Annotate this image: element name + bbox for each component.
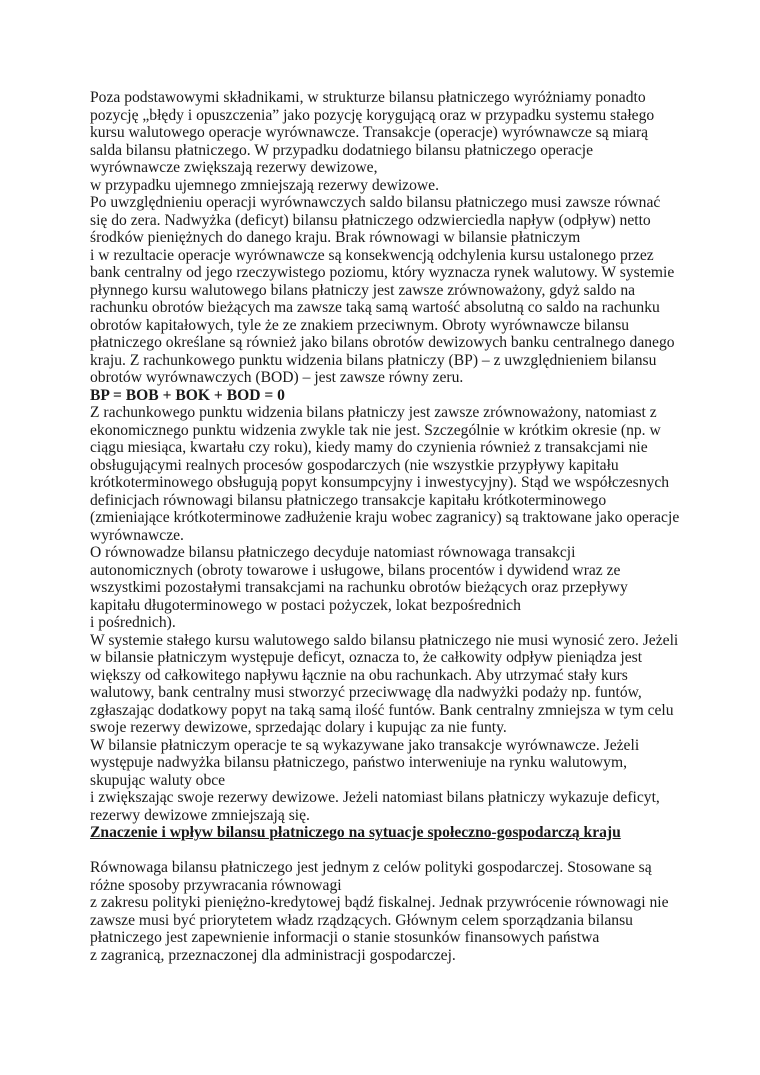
text-line: ekonomicznego punktu widzenia zwykle tak nie jest. Szczególnie w krótkim okresie (np. w (90, 421, 661, 439)
text-line: obrotów kapitałowych, tyle że ze znakiem przeciwnym. Obroty wyrównawcze bilansu (90, 316, 630, 334)
text-line: rachunku obrotów bieżących ma zawsze taką samą wartość absolutną co saldo na rachunku (90, 299, 660, 316)
text-line: definicjach równowagi bilansu płatniczego transakcje kapitału krótkoterminowego (90, 491, 607, 509)
text-line: i w rezultacie operacje wyrównawcze są konsekwencją odchylenia kursu ustalonego przez (90, 246, 654, 264)
text-line: zawsze musi być priorytetem władz rządzących. Głównym celem sporządzania bilansu (90, 911, 633, 929)
text-line: i zwiększając swoje rezerwy dewizowe. Jeżeli natomiast bilans płatniczy wykazuje deficyt, (90, 789, 660, 806)
text-line: kraju. Z rachunkowego punktu widzenia bilans płatniczy (BP) – z uwzględnieniem bilansu (90, 351, 657, 369)
text-line: autonomicznych (obroty towarowe i usługowe, bilans procentów i dywidend wraz ze (90, 561, 621, 579)
text-line: obsługującymi realnych procesów gospodarczych (nie wszystkie przypływy kapitału (90, 456, 619, 474)
text-line: zgłaszając dodatkowy popyt na taką samą ilość funtów. Bank centralny zmniejsza w tym celu (90, 701, 674, 719)
text-line: z zakresu polityki pieniężno-kredytowej bądź fiskalnej. Jednak przywrócenie równowagi nie (90, 894, 669, 911)
text-line: wszystkimi pozostałymi transakcjami na rachunku obrotów bieżących oraz przepływy (90, 579, 628, 596)
text-line: wyrównawcze. (90, 526, 184, 544)
text-line: i pośrednich). (90, 614, 176, 631)
text-line: Po uwzględnieniu operacji wyrównawczych saldo bilansu płatniczego musi zawsze równać (90, 194, 661, 211)
text-line: walutowy, bank centralny musi stworzyć przeciwwagę dla nadwyżki podaży np. funtów, (90, 684, 642, 701)
text-line: Poza podstawowymi składnikami, w strukturze bilansu płatniczego wyróżniamy ponadto (90, 89, 646, 106)
text-line: swoje rezerwy dewizowe, sprzedając dolary i kupując za nie funty. (90, 719, 507, 736)
text-line: większy od całkowitego napływu łącznie na obu rachunkach. Aby utrzymać stały kurs (90, 666, 628, 684)
text-line: bank centralny od jego rzeczywistego poziomu, który wyznacza rynek walutowy. W systemie (90, 264, 675, 281)
text-line: płatniczego jest zapewnienie informacji o stanie stosunków finansowych państwa (90, 929, 600, 946)
text-line: W bilansie płatniczym operacje te są wykazywane jako transakcje wyrównawcze. Jeżeli (90, 736, 640, 754)
text-line: w bilansie płatniczym występuje deficyt, oznacza to, że całkowity odpływ pieniądza jest (90, 649, 643, 666)
text-line: krótkoterminowego obsługują popyt konsumpcyjny i inwestycyjny). Stąd we współczesnych (90, 474, 670, 491)
text-line: z zagranicą, przeznaczonej dla administracji gospodarczej. (90, 946, 456, 964)
text-line: pozycję „błędy i opuszczenia” jako pozycję korygującą oraz w przypadku systemu stałego (90, 106, 655, 124)
section-heading: Znaczenie i wpływ bilansu płatniczego na sytuacje społeczno-gospodarczą kraju (90, 824, 621, 841)
text-line: (zmieniające krótkoterminowe zadłużenie kraju wobec zagranicy) są traktowane jako operacje (90, 509, 680, 526)
text-line: wyrównawcze zwiększają rezerwy dewizowe, (90, 159, 378, 176)
text-line: kapitału długoterminowego w postaci pożyczek, lokat bezpośrednich (90, 596, 521, 614)
text-line: różne sposoby przywracania równowagi (90, 876, 342, 894)
text-line: Równowaga bilansu płatniczego jest jednym z celów polityki gospodarczej. Stosowane są (90, 859, 652, 876)
text-line: W systemie stałego kursu walutowego saldo bilansu płatniczego nie musi wynosić zero. Jeżeli (90, 631, 679, 649)
text-line: kursu walutowego operacje wyrównawcze. Transakcje (operacje) wyrównawcze są miarą (90, 124, 649, 141)
text-line: O równowadze bilansu płatniczego decyduje natomiast równowaga transakcji (90, 544, 576, 561)
text-line: występuje nadwyżka bilansu płatniczego, państwo interweniuje na rynku walutowym, (90, 754, 627, 771)
text-line: środków pieniężnych do danego kraju. Brak równowagi w bilansie płatniczym (90, 229, 581, 246)
text-line: się do zera. Nadwyżka (deficyt) bilansu płatniczego odzwierciedla napływ (odpływ) netto (90, 211, 651, 229)
formula-line: BP = BOB + BOK + BOD = 0 (90, 386, 285, 404)
text-line: skupując waluty obce (90, 771, 226, 789)
blank-line (90, 842, 690, 860)
text-line: Z rachunkowego punktu widzenia bilans płatniczy jest zawsze zrównoważony, natomiast z (90, 404, 657, 421)
text-line: rezerwy dewizowe zmniejszają się. (90, 806, 310, 824)
text-line: w przypadku ujemnego zmniejszają rezerwy dewizowe. (90, 176, 439, 194)
text-line: płatniczego określane są również jako bilans obrotów dewizowych banku centralnego danego (90, 334, 675, 351)
text-line: ciągu miesiąca, kwartału czy roku), kiedy mamy do czynienia również z transakcjami nie (90, 439, 648, 456)
document-page (90, 89, 690, 964)
text-line: płynnego kursu walutowego bilans płatniczy jest zawsze zrównoważony, gdyż saldo na (90, 281, 636, 299)
text-line: salda bilansu płatniczego. W przypadku dodatniego bilansu płatniczego operacje (90, 141, 594, 159)
text-line: obrotów wyrównawczych (BOD) – jest zawsze równy zeru. (90, 369, 464, 386)
